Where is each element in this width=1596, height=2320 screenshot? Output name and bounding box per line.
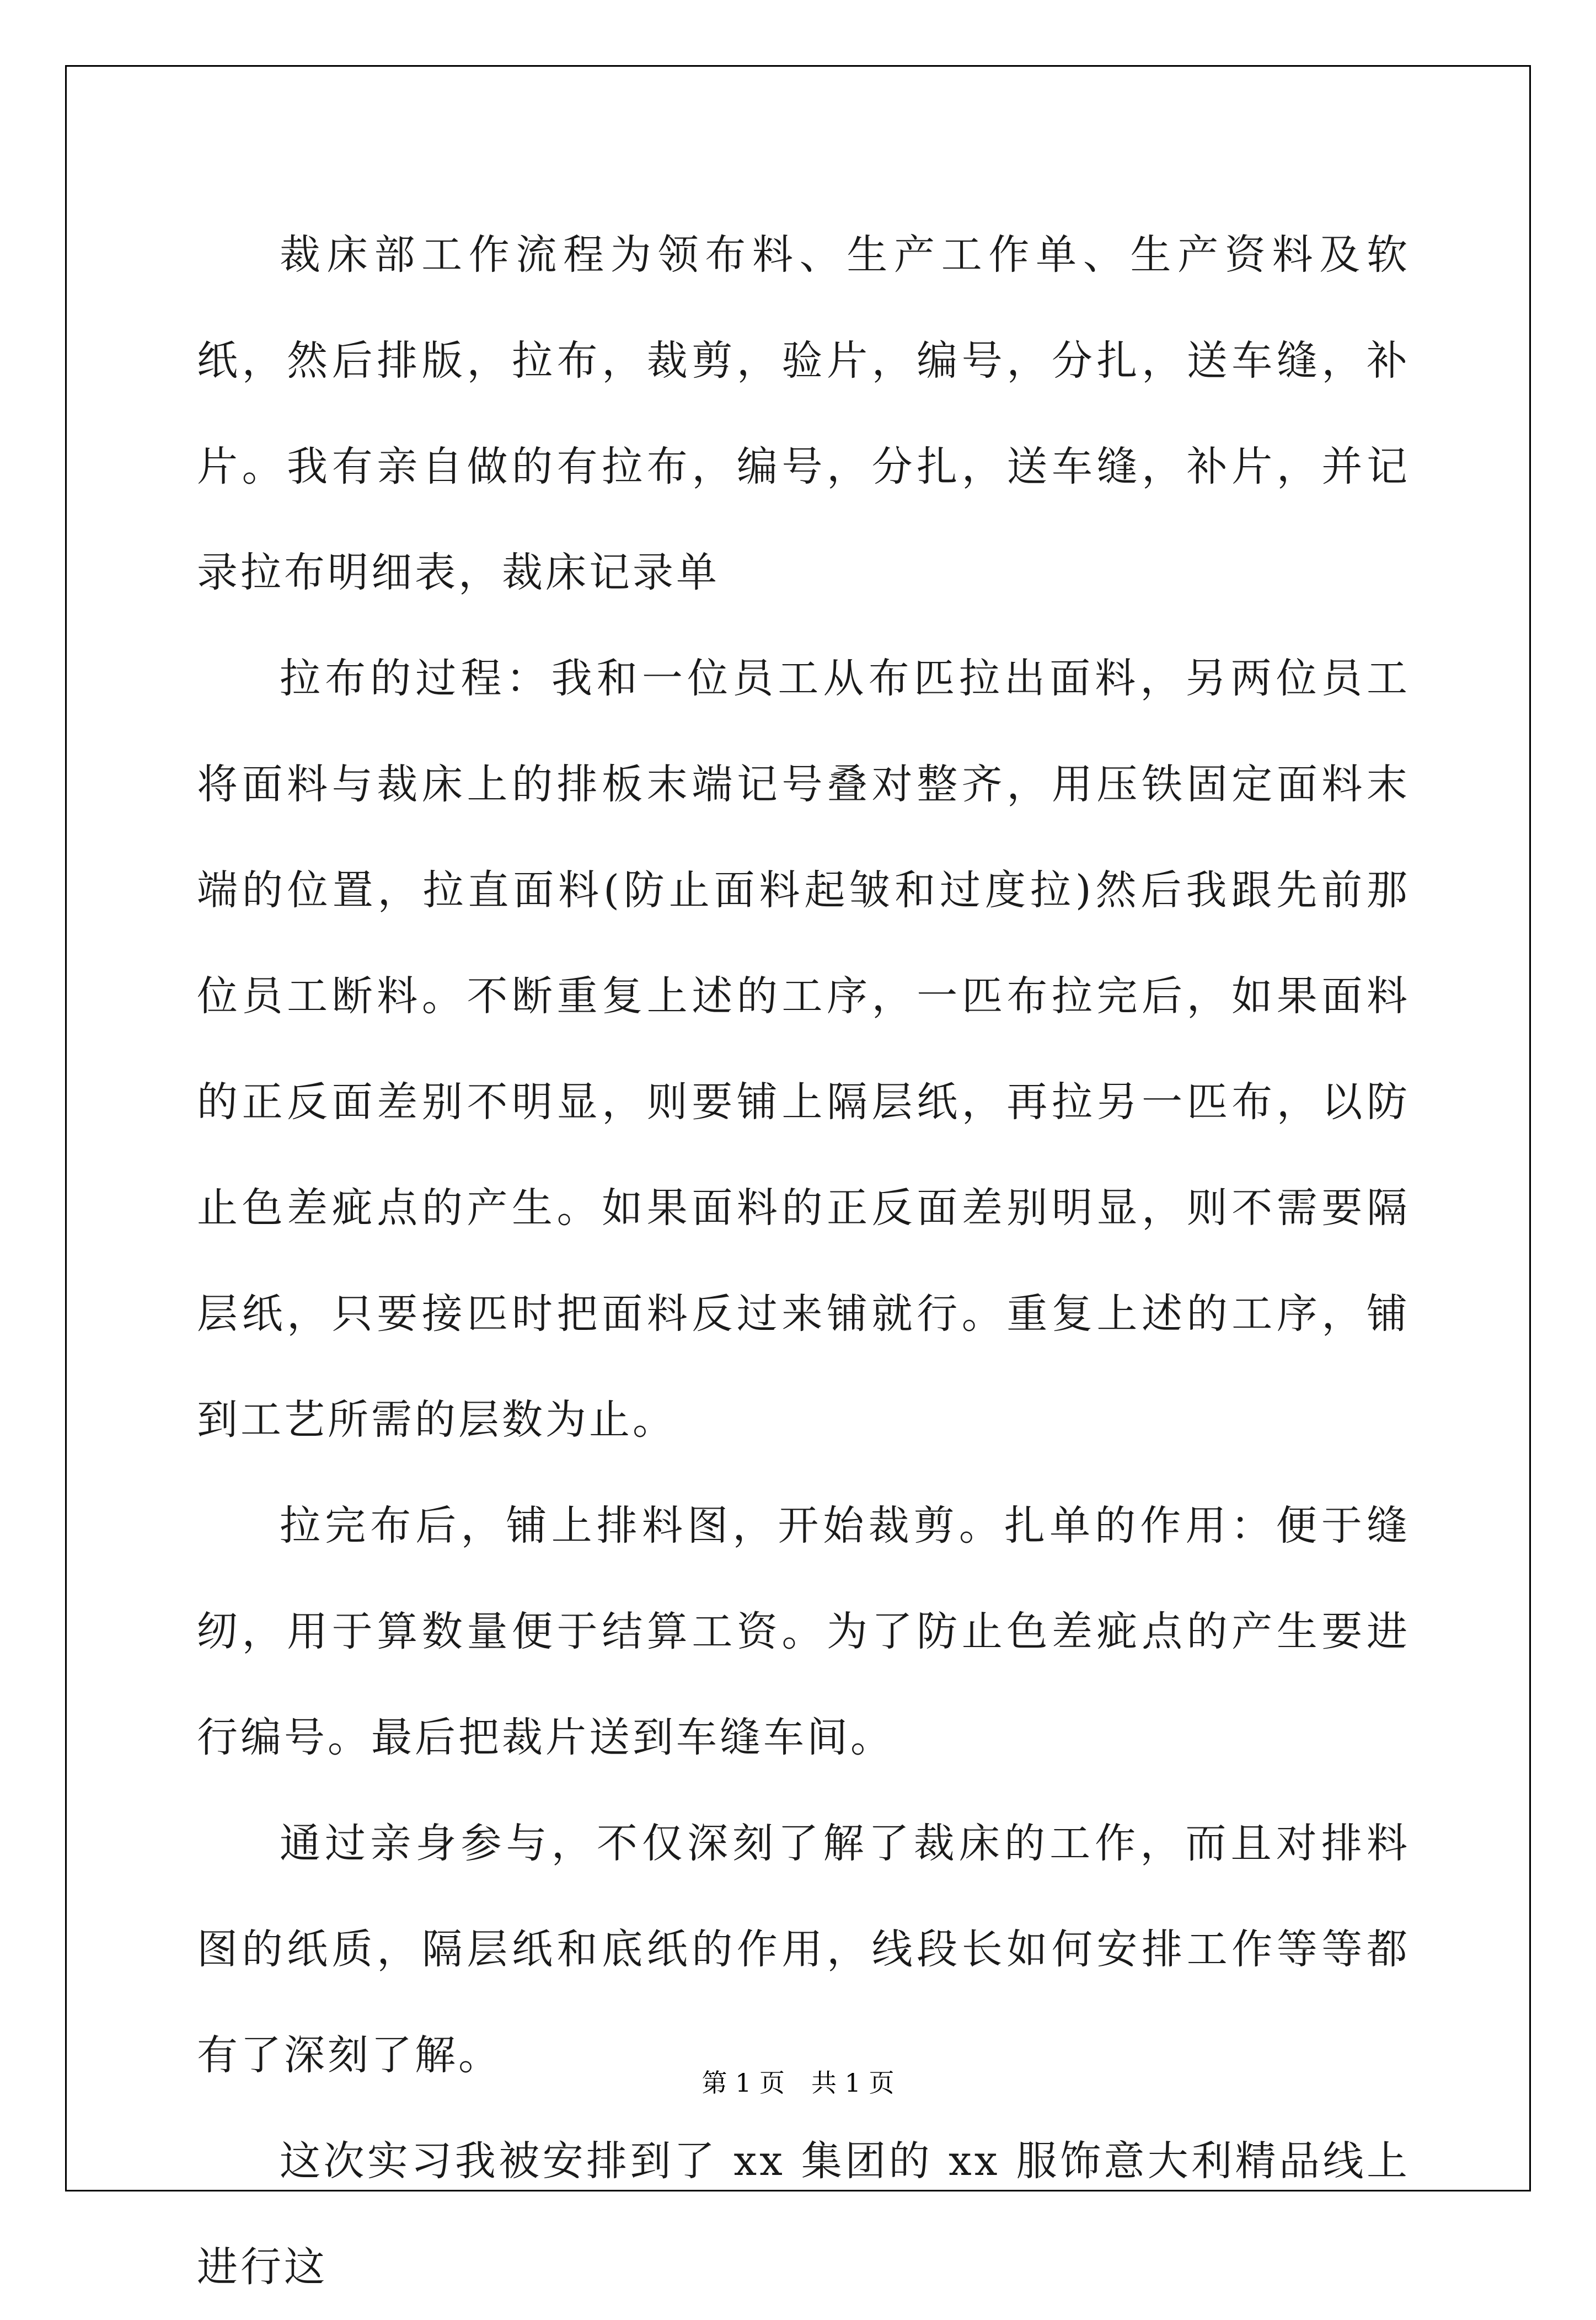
paragraph-4: 通过亲身参与，不仅深刻了解了裁床的工作，而且对排料图的纸质，隔层纸和底纸的作用，线段长如何安排工作等等都有了深刻了解。	[197, 1820, 1410, 2079]
paragraph-1: 裁床部工作流程为领布料、生产工作单、生产资料及软纸，然后排版，拉布，裁剪，验片，编号，分扎，送车缝，补片。我有亲自做的有拉布，编号，分扎，送车缝，补片，并记录拉布明细表，裁床记录单	[197, 231, 1410, 596]
paragraph-2: 拉布的过程：我和一位员工从布匹拉出面料，另两位员工将面料与裁床上的排板末端记号叠对整齐，用压铁固定面料末端的位置，拉直面料(防止面料起皱和过度拉)然后我跟先前那位员工断料。不断重复上述的工序，一匹布拉完后，如果面料的正反面差别不明显，则要铺上隔层纸，再拉另一匹布，以防止色差疵点的产生。如果面料的正反面差别明显，则不需要隔层纸，只要接匹时把面料反过来铺就行。重复上述的工序，铺到工艺所需的层数为止。	[197, 655, 1410, 1444]
document-body	[197, 202, 1410, 2320]
paragraph-5: 这次实习我被安排到了 xx 集团的 xx 服饰意大利精品线上进行这	[197, 2137, 1410, 2291]
paragraph-3: 拉完布后，铺上排料图，开始裁剪。扎单的作用：便于缝纫，用于算数量便于结算工资。为了防止色差疵点的产生要进行编号。最后把裁片送到车缝车间。	[197, 1502, 1410, 1761]
page-number-current: 第 1 页	[701, 2068, 785, 2098]
page-footer	[0, 2063, 1596, 2099]
page-number-total: 共 1 页	[811, 2068, 895, 2098]
